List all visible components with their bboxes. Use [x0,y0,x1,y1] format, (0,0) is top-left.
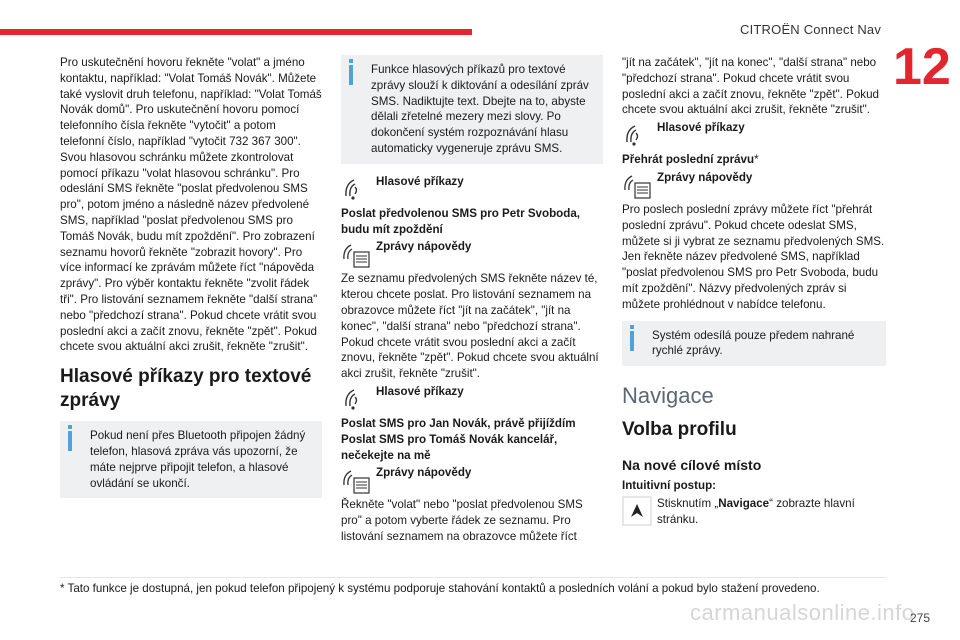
info-icon [349,65,353,85]
help-message-block [341,239,603,271]
footnote-rule [60,577,886,578]
info-note-quick-messages [622,321,886,367]
help-message-label: Zprávy nápovědy [376,240,472,254]
voice-command-block [341,384,603,416]
column-3 [622,55,886,528]
voice-command-label: Hlasové příkazy [376,384,464,398]
help-message-text: Pro poslech poslední zprávy můžete říct "přehrát poslední zprávu". Pokud chcete odeslat SMS, můžete si ji vybrat ze seznamu předvolených SMS. Jen řekněte název předvolené SMS, například "poslat předvolenou SMS pro Petr Svoboda, budu mít zpoždění". Názvy předvolených zpráv si můžete prohlédnout v nabídce telefonu. [622,202,885,311]
voice-command-label: Hlasové příkazy [657,121,745,135]
paragraph-phone-commands: Pro uskutečnění hovoru řekněte "volat" a jméno kontaktu, například: "Volat Tomáš Novák". Můžete také vyslovit druh telefonu, například: "Volat Tomáš Novák domů". Pro uskutečnění hovoru pomocí telefonního čísla řekněte "vytočit" a potom telefonní číslo, například "vytočit 732 367 300". Svou hlasovou schránku můžete zkontrolovat pomocí příkazu "volat hlasovou schránku". Pro odeslání SMS řekněte "poslat předvolenou SMS pro", potom jméno a následně název předvolené SMS, například "poslat předvolenou SMS pro Tomáš Novák, budu mít zpoždění". Pro zobrazení seznamu hovorů řekněte "zobrazit hovory". Pro více informací ke zprávám můžete říct "nápověda zprávy". Pro výběr kontaktu řekněte "zvolit řádek tři". Pro listování seznamem řekněte "další strana" nebo "předchozí strana". Pokud chcete vrátit svou poslední akci a začít znovu, řekněte "zpět". Pokud chcete svou aktuální akci zrušit, řekněte "zrušit". [60,56,322,354]
info-note-bluetooth [60,421,322,498]
footnote: * Tato funkce je dostupná, jen pokud telefon připojený k systému podporuje stahování kontaktů a posledních volání a pokud bylo stažení provedeno. [60,582,820,595]
footnote-marker: * [754,153,759,167]
voice-command-text [622,152,886,168]
help-message-icon [341,465,371,495]
voice-command-label: Hlasové příkazy [376,174,464,188]
column-2 [341,55,603,545]
subheading-new-destination: Na nové cílové místo [622,457,762,474]
voice-command-phrase: Přehrát poslední zprávu [622,153,755,167]
help-message-block [622,170,886,202]
voice-command-block [622,120,886,152]
help-message-block [341,465,603,497]
help-message-text: Ze seznamu předvolených SMS řekněte název té, kterou chcete poslat. Pro listování seznamem na obrazovce můžete říct "jít na začátek", "jít na konec", "další strana" nebo "předchozí strana". Pokud chcete vrátit svou poslední akci a začít znovu, řekněte "zpět". Pokud chcete svou aktuální akci zrušit, řekněte "zrušit". [341,272,599,381]
voice-command-icon [341,384,371,414]
step-prefix: Stisknutím „ [657,496,719,510]
watermark: carmanualsonline.info [690,600,915,625]
info-note-text: Funkce hlasových příkazů pro textové zprávy slouží k diktování a odesílání zpráv SMS. Nadiktujte text. Dbejte na to, abyste dělali zřetelné mezery mezi slovy. Po dokončení systém rozpoznávání hlasu automaticky vygeneruje zprávu SMS. [371,63,589,155]
help-message-icon [622,170,652,200]
info-note-sms-dictation [341,55,603,164]
header-title: CITROËN Connect Nav [740,22,882,37]
section-heading-navigation: Navigace [622,383,714,409]
info-icon [68,431,72,451]
navigation-step [622,496,886,528]
column-1 [60,55,322,508]
section-heading-profile: Volba profilu [622,419,737,441]
voice-command-text: Poslat předvolenou SMS pro Petr Svoboda, budu mít zpoždění [341,206,580,236]
paragraph-continued: "jít na začátek", "jít na konec", "další strana" nebo "předchozí strana". Pokud chcete vrátit svou poslední akci a začít znovu, řekněte "zpět". Pokud chcete svou aktuální akci zrušit, řekněte "zrušit". [622,56,879,117]
help-message-label: Zprávy nápovědy [657,170,753,184]
step-navigation-label: Navigace [718,496,770,510]
header-accent-bar [0,29,472,35]
help-message-icon [341,239,371,269]
voice-command-text: Poslat SMS pro Jan Novák, právě přijíždím Poslat SMS pro Tomáš Novák kancelář, nečekejte na mě [341,416,576,462]
info-note-text: Pokud není přes Bluetooth připojen žádný telefon, hlasová zpráva vás upozorní, že máte nejprve připojit telefon, a hlasové ovládání se ukončí. [90,429,306,490]
page-number: 275 [910,611,931,625]
navigation-arrow-icon [622,496,652,526]
step-suffix: “ zobrazte hlavní stránku. [657,496,855,526]
info-note-text: Systém odesílá pouze předem nahrané rychlé zprávy. [652,328,855,358]
chapter-number: 12 [893,38,951,96]
help-message-text: Řekněte "volat" nebo "poslat předvolenou SMS pro" a potom vyberte řádek ze seznamu. Pro listování seznamem na obrazovce můžete říct [341,498,583,543]
navigation-step-text [622,496,886,528]
voice-command-icon [622,120,652,150]
help-message-label: Zprávy nápovědy [376,466,472,480]
section-heading-sms: Hlasové příkazy pro textové zprávy [60,366,312,412]
info-icon [630,331,634,351]
voice-command-block [341,174,603,206]
intuitive-label: Intuitivní postup: [622,479,717,493]
voice-command-icon [341,174,371,204]
